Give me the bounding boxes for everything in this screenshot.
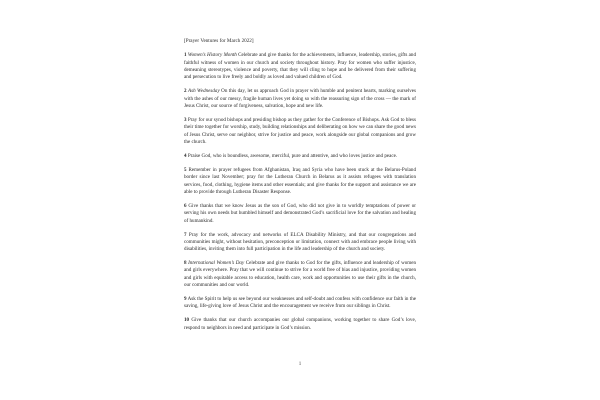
prayer-entry-text: Praise God, who is boundless, awesome, merciful, pure and attentive, and who loves justice and peace.	[187, 152, 398, 159]
prayer-entry-text: Remember in prayer refugees from Afghanistan, Iraq and Syria who have been stuck at the Belarus-Poland border since last November; pray for the Lutheran Church in Belarus as it assists refugees with translation services, food, clothing, hygiene items and other essentials; and give thanks for the support and assistance we are able to provide through Lutheran Disaster Response.	[184, 166, 416, 195]
prayer-entry	[184, 88, 416, 110]
prayer-entry	[184, 232, 416, 254]
prayer-entry	[184, 117, 416, 146]
prayer-entry-observance: Women’s History Month	[187, 52, 237, 59]
document-text-column	[184, 38, 416, 332]
prayer-entry-number: 6	[184, 202, 187, 209]
prayer-entry-observance: Ash Wednesday	[188, 88, 220, 95]
prayer-entry	[184, 153, 416, 160]
prayer-entry-text: Pray for the work, advocacy and networks of ELCA Disability Ministry, and that our congregations and communities might, without hesitation, preconception or limitation, connect with and embrace people living with disabilities, inviting them into full participation in the life and leadership of the church and society.	[184, 231, 416, 253]
prayer-entry-observance: International Women’s Day	[188, 260, 245, 267]
prayer-entry	[184, 167, 416, 196]
prayer-entry-number: 10	[184, 317, 190, 324]
document-header: [Prayer Ventures for March 2022]	[184, 38, 254, 44]
prayer-entry	[184, 203, 416, 225]
prayer-entry-text: Celebrate and give thanks to God for the gifts, influence and leadership of women and girls everywhere. Pray that we will continue to strive for a world free of bias and injustice, providing women and girls with equitable access to education, health care, work and opportunities to use their gifts in the church, our communities and our world.	[184, 260, 417, 289]
page-number: 1	[298, 362, 302, 367]
prayer-entry	[184, 260, 416, 289]
prayer-entry-number: 8	[184, 260, 187, 267]
prayer-entry-number: 2	[184, 88, 187, 95]
prayer-entry-text: Celebrate and give thanks for the achievements, influence, leadership, stories, gifts and faithful witness of women in our church and society throughout history. Pray for women who suffer injustice, demeaning stereotypes, violence and poverty, that they will cling to hope and be delivered from their suffering and persecution to live freely and boldly as loved and valued children of God.	[184, 52, 417, 81]
prayer-entry-number: 4	[184, 152, 187, 159]
prayer-entry-number: 3	[184, 117, 187, 123]
prayer-entry-list	[184, 52, 416, 332]
prayer-entry-text: On this day, let us approach God in prayer with humble and penitent hearts, marking ourselves with the ashes of our messy, fragile human lives yet doing so with the reassuring sign of the cross — the mark of Jesus Christ, our source of forgiveness, salvation, hope and new life.	[184, 88, 417, 110]
prayer-entry-text: Ask the Spirit to help us see beyond our weaknesses and self-doubt and confess with confidence our faith in the saving, life-giving love of Jesus Christ and the encouragement we receive from our siblings in Christ.	[184, 296, 416, 310]
prayer-entry-number: 1	[184, 52, 187, 59]
prayer-entry-number: 5	[184, 166, 187, 173]
prayer-entry-text: Pray for our synod bishops and presiding bishop as they gather for the Conference of Bishops. Ask God to bless their time together for worship, study, building relationships and deliberating on how we can share the good news of Jesus Christ, serve our neighbor, strive for justice and peace, work alongside our global companions and grow the church.	[184, 117, 416, 146]
prayer-entry-text: Give thanks that we know Jesus as the son of God, who did not give in to worldly temptations of power or serving his own needs but humbled himself and demonstrated God’s sacrificial love for the salvation and healing of humankind.	[184, 202, 416, 224]
prayer-entry-text: Give thanks that our church accompanies our global companions, working together to share God’s love, respond to neighbors in need and participate in God’s mission.	[184, 317, 416, 331]
prayer-entry-number: 9	[184, 296, 187, 303]
prayer-entry-number: 7	[184, 231, 187, 238]
prayer-entry	[184, 296, 416, 311]
prayer-entry	[184, 317, 416, 332]
prayer-entry	[184, 52, 416, 81]
